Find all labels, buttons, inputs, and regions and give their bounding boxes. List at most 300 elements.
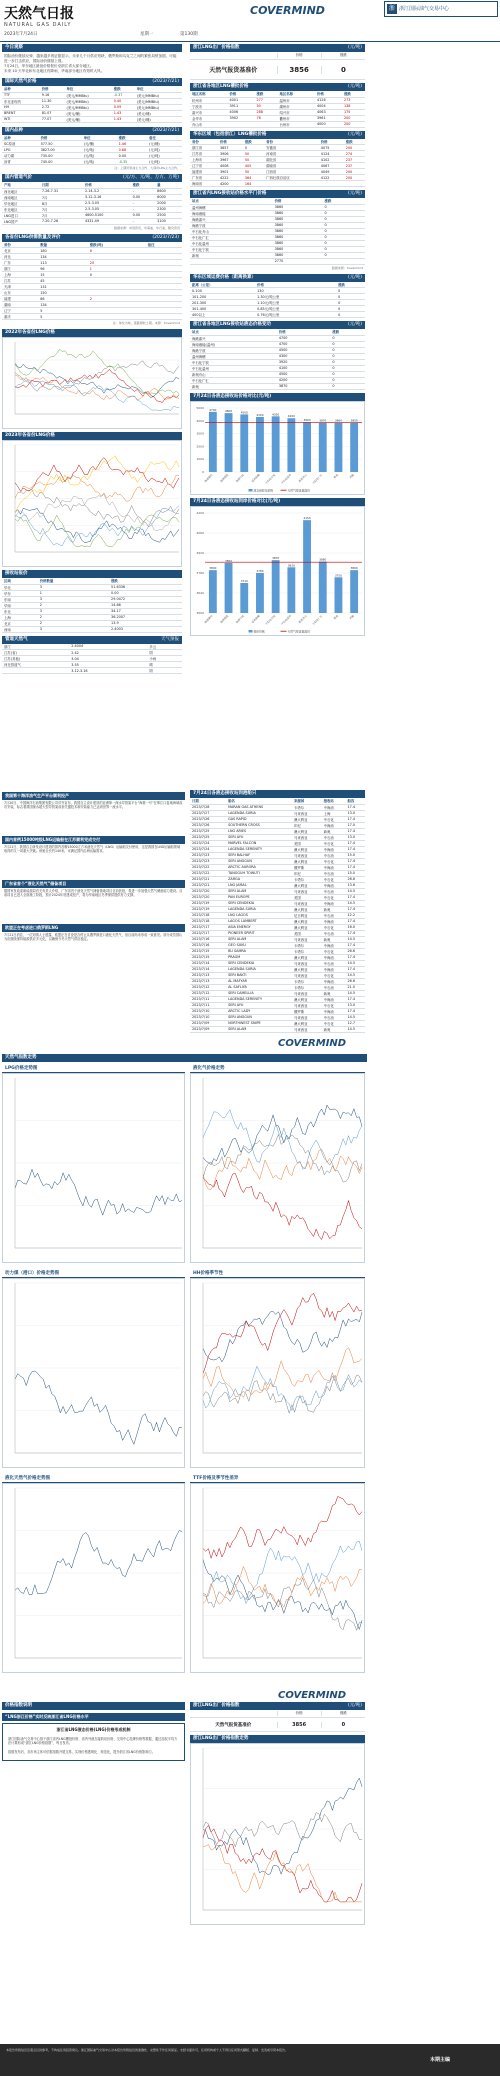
column-header: 涨跌 <box>342 91 365 97</box>
bar-chart1-heading: 7月24日各液态接收站价格对比(元/吨) <box>190 393 365 401</box>
data-label: 4200 <box>287 413 295 418</box>
table-cell: 0.00 <box>131 212 156 218</box>
terminal-orders-heading: 接收站报价 <box>2 570 182 578</box>
table-cell: 12.7 <box>345 1020 365 1026</box>
table-cell: LAGENDA SERENITY <box>226 996 292 1002</box>
table-cell <box>325 312 336 318</box>
table-cell: 4067 <box>319 163 344 169</box>
table-cell: 华北地区 <box>2 200 40 206</box>
brand-logo: COVERMIND <box>250 4 325 17</box>
table-cell: 0.09 <box>112 104 135 110</box>
table-cell: 中海油 <box>322 864 346 870</box>
intl-price-heading: 国际天然气价格 (2023/7/21) <box>2 78 182 86</box>
table-cell: 4500 <box>277 371 318 377</box>
table-cell: 2023/7/15 <box>190 954 226 960</box>
table-cell: 卡塔尔 <box>292 978 322 984</box>
news-title-2: 国内首例15000吨级LNG运输船在江苏顺利完成交付 <box>2 836 185 844</box>
table-cell: 阴 <box>147 668 182 674</box>
table-cell: 15.0 <box>345 852 365 858</box>
table-cell: (美元/桶) <box>64 110 111 116</box>
table-cell: 17.4 <box>345 828 365 834</box>
table-cell: 金华市 <box>190 115 227 121</box>
table-cell: 2023/7/24 <box>190 846 226 852</box>
table-cell: 4700 <box>277 335 318 341</box>
table-cell: 36.2007 <box>109 614 169 620</box>
exchange-logo-icon: 浙 <box>388 5 395 12</box>
table-cell: 17.4 <box>345 966 365 972</box>
left-column <box>2 44 182 674</box>
news-body-4: 7月21日消息，一位知情人士透露，欧盟正在讨论是否停止从俄罗斯进口液化天然气，但目前尚未形成一致意见。部分成员国认为应继续保持能源供应多元化，以确保今冬天然气供应稳定。 <box>4 933 183 942</box>
bar <box>240 583 248 613</box>
table-cell: 新奥 <box>322 990 346 996</box>
bar-chart-1 <box>190 401 365 495</box>
table-cell: 2023/7/09 <box>190 1020 226 1026</box>
zhejiang-index-row <box>190 60 365 80</box>
table-cell: 0 <box>330 365 365 371</box>
table-cell: 2023/7/12 <box>190 984 226 990</box>
report-weekday: 星期一 <box>140 32 154 37</box>
legend-label: 液态接收站价格 <box>253 487 274 492</box>
domestic-product-table <box>2 135 182 166</box>
table-cell: 3860 <box>273 234 323 240</box>
table-cell: 4049 <box>319 169 344 175</box>
table-cell: 江苏省 <box>190 151 218 157</box>
table-cell <box>254 121 277 127</box>
table-cell: 阴 <box>147 650 182 656</box>
table-cell: 3 <box>38 608 96 614</box>
column-header: 备注 <box>147 135 182 141</box>
data-label: 3900 <box>303 417 311 422</box>
table-cell: 13.0 <box>345 834 365 840</box>
table-cell: 0 <box>88 272 146 278</box>
series-line <box>15 458 179 492</box>
table-cell: 台州市 <box>277 121 314 127</box>
table-cell: 400以上 <box>190 312 255 318</box>
table-cell: HH <box>2 104 40 110</box>
table-cell: 17.4 <box>345 846 365 852</box>
table-cell: 51.6336 <box>109 584 169 590</box>
table-cell: 81.07 <box>40 110 65 116</box>
table-cell: 14.5 <box>345 936 365 942</box>
legend-swatch <box>249 630 253 633</box>
table-cell: 河北 <box>2 254 38 260</box>
column-header: 备注 <box>146 242 182 248</box>
lower-chart-1 <box>2 1065 185 1263</box>
table-cell: 海南港能(温州) <box>190 341 277 347</box>
table-cell: 20 <box>88 260 146 266</box>
exchange-name: 浙江国际油气交易中心 <box>399 6 450 12</box>
column-header: 涨跌 <box>117 135 148 141</box>
right-column <box>190 44 365 636</box>
summary-para2: 7月24日，华东地区最低价格报价至浙江省大部分地区。 <box>4 64 94 68</box>
table-cell: 中石化 <box>322 1002 346 1008</box>
table-cell: 温州海螺 <box>190 204 273 210</box>
table-row <box>2 668 182 674</box>
table-cell: 澳大利亚 <box>292 996 322 1002</box>
data-label: 3870 <box>319 417 327 422</box>
table-cell: 马来西亚 <box>292 852 322 858</box>
table-cell: 134 <box>38 302 74 308</box>
table-cell <box>96 626 109 632</box>
table-cell: -0.37 <box>112 92 135 98</box>
province-demand-heading: 各省份LNG供需数量及评价 (2023/7/23) <box>2 234 182 242</box>
data-label: 3750 <box>334 572 343 577</box>
x-tick-label: 中石化广汇 <box>312 614 324 626</box>
table-cell: NORTHWEST SNIPE <box>226 1020 292 1026</box>
column-header: 来源国 <box>292 798 322 804</box>
table-cell: 西南地区 <box>2 194 40 200</box>
table-cell: 2023/7/13 <box>190 978 226 984</box>
table-cell: 12.2 <box>345 912 365 918</box>
news-body-3: 据国家发改委和能源局有关负责人介绍，广东省首个液化天然气储备基地项目日前获批，将进一步加强天然气储备能力建设。目前项目已进入全面施工阶段，预计2024年底建成投产，将为华南地区冬季保供提供有力支撑。 <box>4 889 183 898</box>
lng-local-heading: 管道天然气 天气预报 <box>2 636 182 644</box>
table-row <box>190 258 365 264</box>
column-header: 单位 <box>82 135 117 141</box>
column-header: 涨跌 <box>336 282 365 288</box>
table-cell: 0 <box>330 383 365 389</box>
table-cell: 多云 <box>147 644 182 650</box>
table-cell: 13.6 <box>345 882 365 888</box>
domestic-product-heading: 国内品种 (2023/7/21) <box>2 127 182 135</box>
table-cell <box>264 181 319 187</box>
table-cell: 马来西亚 <box>292 972 322 978</box>
table-cell: 2.5-3.05 <box>83 206 131 212</box>
table-cell: 7.26-7.31 <box>40 188 83 194</box>
table-cell: 3902 <box>227 115 254 121</box>
table-cell: (美元/MMBtu) <box>135 98 182 104</box>
lng-local-table <box>2 644 182 675</box>
x-tick-label: 其他 <box>349 614 355 620</box>
table-cell: 山东 <box>2 290 38 296</box>
legend-swatch <box>249 489 253 492</box>
table-cell: 2023/7/15 <box>190 948 226 954</box>
table-cell: 0 <box>322 216 365 222</box>
series-line <box>15 456 179 514</box>
table-cell: 2023/7/21 <box>190 882 226 888</box>
table-cell: 印尼 <box>292 870 322 876</box>
table-cell: 1.30元/吨公里 <box>255 294 325 300</box>
table-cell: 14.5 <box>345 1014 365 1020</box>
table-cell: 0 <box>336 306 365 312</box>
table-cell: 中海油 <box>322 918 346 924</box>
table-cell: 0 <box>330 371 365 377</box>
table-cell: 164 <box>243 181 264 187</box>
column-header: 涨跌 <box>344 139 365 145</box>
column-header: 站点 <box>190 198 273 204</box>
column-header: 涨跌 <box>254 91 277 97</box>
series-line <box>203 1497 362 1559</box>
table-cell: 4300 <box>277 353 318 359</box>
table-cell: 中海油 <box>322 822 346 828</box>
series-line <box>15 1371 182 1444</box>
table-cell: (美元/MMBtu) <box>64 92 111 98</box>
table-cell: 澳大利亚 <box>292 924 322 930</box>
bottom-index-row <box>190 1718 365 1732</box>
table-cell: 广东省 <box>190 175 218 181</box>
table-cell: 0-100 <box>190 288 255 294</box>
report-header <box>0 0 500 42</box>
bottom-index-heading: 浙江LNG出厂价格指数 (元/吨) <box>190 1702 365 1710</box>
table-cell: 0 <box>330 335 365 341</box>
table-cell: 中海油 <box>322 846 346 852</box>
table-cell: 45 <box>38 278 74 284</box>
table-cell: 马来西亚 <box>292 1014 322 1020</box>
table-row <box>2 116 182 122</box>
y-tick-label: 3780 <box>196 570 204 575</box>
table-cell: 中石油 <box>322 930 346 936</box>
legend-label: 天然气报货基准价 <box>287 487 310 492</box>
table-cell: 3857 <box>218 145 243 151</box>
series-line <box>203 1149 362 1189</box>
brand-logo-3: COVERMIND <box>278 1690 347 1701</box>
table-cell: 马来西亚 <box>292 834 322 840</box>
table-cell: LPG <box>2 147 39 153</box>
table-cell: 东南 <box>2 596 38 602</box>
table-cell: 0 <box>330 377 365 383</box>
table-cell: 湖北省 <box>264 157 319 163</box>
table-cell: 绍兴市 <box>277 109 314 115</box>
table-cell: 17.4 <box>345 816 365 822</box>
table-cell: 201-300 <box>190 300 255 306</box>
y-tick-label: 3920 <box>196 550 204 555</box>
stations-heading: 浙江省内LNG接收站价格水平门价格 (元/吨) <box>190 190 365 198</box>
table-cell: 4700 <box>277 341 318 347</box>
table-cell: 2023/7/11 <box>190 996 226 1002</box>
table-cell: GEO SUKU <box>226 942 292 948</box>
table-cell: 3920 <box>277 359 318 365</box>
table-cell: 4008 <box>218 163 243 169</box>
data-label: 3820 <box>287 562 295 567</box>
zhejiang-index-value: 3856 <box>277 66 321 74</box>
table-cell: (美元/桶) <box>135 116 182 122</box>
price-explanation <box>2 1702 185 1761</box>
bar <box>256 416 264 471</box>
table-cell: 俄罗斯 <box>292 1008 322 1014</box>
lower-chart-6 <box>190 1475 365 1673</box>
table-cell <box>169 626 182 632</box>
east-price-table <box>190 139 365 188</box>
table-cell: 中石化 <box>322 876 346 882</box>
table-cell: BRENT <box>2 110 40 116</box>
y-tick-label: 4060 <box>196 530 204 535</box>
table-cell: 马来西亚 <box>292 810 322 816</box>
table-cell: 杭州市 <box>190 97 227 103</box>
zhejiang-index-label: 天然气报货基准价 <box>209 67 258 74</box>
table-cell: 2300 <box>155 206 182 212</box>
table-cell: 86 <box>38 296 74 302</box>
table-cell <box>319 181 344 187</box>
table-cell: LAGENDA SURIA <box>226 906 292 912</box>
table-cell: 2023/7/25 <box>190 828 226 834</box>
explain-box <box>2 1723 185 1761</box>
table-cell: 77.07 <box>40 116 65 122</box>
column-header: 船名 <box>226 798 292 804</box>
table-cell: 3.12-3.16 <box>69 668 134 674</box>
table-cell: 安徽省 <box>264 145 319 151</box>
table-cell: 1 <box>88 266 146 272</box>
table-cell: 4006 <box>227 109 254 115</box>
table-cell: BU SAMRA <box>226 948 292 954</box>
column-header: 价格 <box>83 182 131 188</box>
table-cell: 101-200 <box>190 294 255 300</box>
table-cell: 17.4 <box>345 894 365 900</box>
table-cell: 新奥 <box>190 383 277 389</box>
table-cell: 17.4 <box>345 954 365 960</box>
bottom-index-change: 0 <box>321 1722 365 1728</box>
table-cell: 2023/7/16 <box>190 942 226 948</box>
zj-station-heading: 浙江省各地区LNG接收站液态价格变动 (元/吨) <box>190 321 365 329</box>
table-cell: PIONEER SPIRIT <box>226 930 292 936</box>
table-cell: 华南 <box>2 602 38 608</box>
series-line <box>203 1375 362 1413</box>
terminal-orders-table <box>2 578 182 633</box>
lower-chart-area <box>190 1073 365 1263</box>
table-row <box>190 121 365 127</box>
data-label: 4300 <box>256 412 264 417</box>
table-cell: 200 <box>342 121 365 127</box>
data-label: 3850 <box>350 418 358 423</box>
table-cell: 新奥 <box>190 252 273 258</box>
table-cell: 上海市 <box>190 157 218 163</box>
table-cell: 澳大利亚 <box>292 966 322 972</box>
price-line-chart-2022 <box>2 337 182 429</box>
table-cell: 马来西亚 <box>292 960 322 966</box>
x-tick-label: 中石化宁波 <box>265 473 277 485</box>
bar <box>319 561 327 612</box>
table-cell: 2023/7/16 <box>190 936 226 942</box>
table-cell: 273 <box>342 97 365 103</box>
table-cell: 2500 <box>155 212 182 218</box>
table-cell: 76 <box>254 115 277 121</box>
table-row <box>2 626 182 632</box>
zhejiang-index-change: 0 <box>321 66 365 74</box>
bar <box>287 567 295 613</box>
table-cell: 26.6 <box>345 978 365 984</box>
table-cell: ARCTIC AURORA <box>226 864 292 870</box>
ship-table <box>190 798 365 1033</box>
table-cell: 2 <box>88 296 146 302</box>
table-cell: 3901 <box>218 169 243 175</box>
table-cell: 4126 <box>315 97 342 103</box>
table-cell: 澳大利亚 <box>292 954 322 960</box>
explain-subtitle: “LNG浙江价格”实时反映浙江省LNG价格水平 <box>2 1713 185 1721</box>
zhejiang-price-heading: 浙江省各地区LNG槽批价格 (元/吨) <box>190 83 365 91</box>
table-cell: 2023/7/09 <box>190 1026 226 1032</box>
table-cell: 0 <box>322 222 365 228</box>
table-cell: 13.0 <box>345 1002 365 1008</box>
bar <box>319 422 327 472</box>
table-row <box>190 181 365 187</box>
table-cell: 180 <box>38 248 74 254</box>
table-cell <box>88 314 146 320</box>
column-header: 价格数量 <box>38 578 96 584</box>
table-cell: GAS RAPID <box>226 816 292 822</box>
table-cell: 3860 <box>273 252 323 258</box>
table-cell: 中石化 <box>322 948 346 954</box>
y-tick-label: 5000 <box>196 405 204 410</box>
column-header: 日期 <box>40 182 83 188</box>
table-cell: 13.9 <box>109 620 169 626</box>
table-cell: 3906 <box>218 151 243 157</box>
table-cell: (美元/桶) <box>64 116 111 122</box>
column-header: 价格 <box>39 135 82 141</box>
table-cell: 34.17 <box>109 608 169 614</box>
news-title-4: 欧盟正在考虑进口俄罗斯LNG <box>2 924 185 932</box>
table-cell: 0 <box>88 248 146 254</box>
table-cell: 东北亚现货 <box>2 98 40 104</box>
table-cell: 澳大利亚 <box>292 906 322 912</box>
x-tick-label: 温州海螺 <box>251 473 261 483</box>
x-tick-label: 海港宁波 <box>235 614 245 624</box>
lower-chart-area <box>2 1483 185 1673</box>
table-cell: 5 <box>38 314 74 320</box>
column-header: 价格 <box>319 139 344 145</box>
table-cell: 17.4 <box>345 906 365 912</box>
table-cell: 2023/7/13 <box>190 972 226 978</box>
table-cell: 西北地区 <box>2 188 40 194</box>
lower-chart-heading: LPG价格走势图 <box>2 1065 185 1073</box>
table-cell: 新奥舟山 <box>190 371 277 377</box>
table-cell: 新奥 <box>322 936 346 942</box>
table-cell: 中海油 <box>322 978 346 984</box>
pipeline-heading: 国内管道气价 (元/方、元/吨、万方、万吨) <box>2 174 182 182</box>
data-label: 3800 <box>209 565 217 570</box>
table-cell: 200 <box>344 145 365 151</box>
bar-chart2-heading: 7月24日各液态接收站到岸价格对比(元/吨) <box>190 498 365 506</box>
summary-para1: 国际油价继续反弹，越来越多的证据显示，未来几个月供应短缺，俄罗斯和乌克兰之间的紧张局势加剧，可能进一步打击供应，国际油价继续上涨。 <box>4 54 177 63</box>
x-tick-label: 中石化宁波 <box>265 614 277 626</box>
column-header: 品种 <box>2 135 39 141</box>
table-cell: 澳大利亚 <box>292 828 322 834</box>
table-cell: 2023/7/26 <box>190 822 226 828</box>
table-cell: (元/吨) <box>147 147 182 153</box>
table-cell: 澳大利亚 <box>292 858 322 864</box>
table-cell <box>317 383 330 389</box>
table-cell: 2023/7/20 <box>190 894 226 900</box>
table-cell: SERI ALAM <box>226 936 292 942</box>
table-cell: 东北 <box>2 608 38 614</box>
footer-disclaimer: 本报告所载信息及观点仅供参考，不构成任何投资建议。浙江国际油气交易中心对本报告所载信息的准确性、完整性不作任何保证。未经书面许可，任何机构或个人不得以任何形式翻版、复制、发表或引用本报告。 <box>6 2048 289 2052</box>
x-tick-label: 海港宁波 <box>235 473 245 483</box>
table-cell: 浙江省 <box>190 145 218 151</box>
table-cell: 29.0472 <box>109 596 169 602</box>
table-cell: 湖南 <box>2 302 38 308</box>
table-cell <box>344 181 365 187</box>
table-cell: SERI AYU <box>226 834 292 840</box>
table-cell: 中石化 <box>322 840 346 846</box>
table-cell: 200 <box>344 175 365 181</box>
table-cell: 浙江 <box>2 644 69 650</box>
table-cell: 湖州市 <box>277 103 314 109</box>
table-cell: LNG进口 <box>2 212 40 218</box>
table-cell: 0 <box>330 341 365 347</box>
summary-heading: 今日观察 <box>2 44 182 52</box>
data-label: 3860 <box>319 557 327 562</box>
table-cell: 11.30 <box>40 98 65 104</box>
table-cell: 4500 <box>277 347 318 353</box>
column-header: 接收站 <box>322 798 346 804</box>
table-cell: 衢州市 <box>277 115 314 121</box>
table-cell: 3860 <box>273 228 323 234</box>
zj-station-table <box>190 329 365 390</box>
table-cell: 2000 <box>155 200 182 206</box>
table-cell: 130 <box>255 288 325 294</box>
table-cell: 上海 <box>2 614 38 620</box>
column-header: 价格 <box>227 91 254 97</box>
table-cell: - <box>131 200 156 206</box>
table-cell: 4200 <box>277 377 318 383</box>
table-cell: 735.00 <box>39 153 82 159</box>
